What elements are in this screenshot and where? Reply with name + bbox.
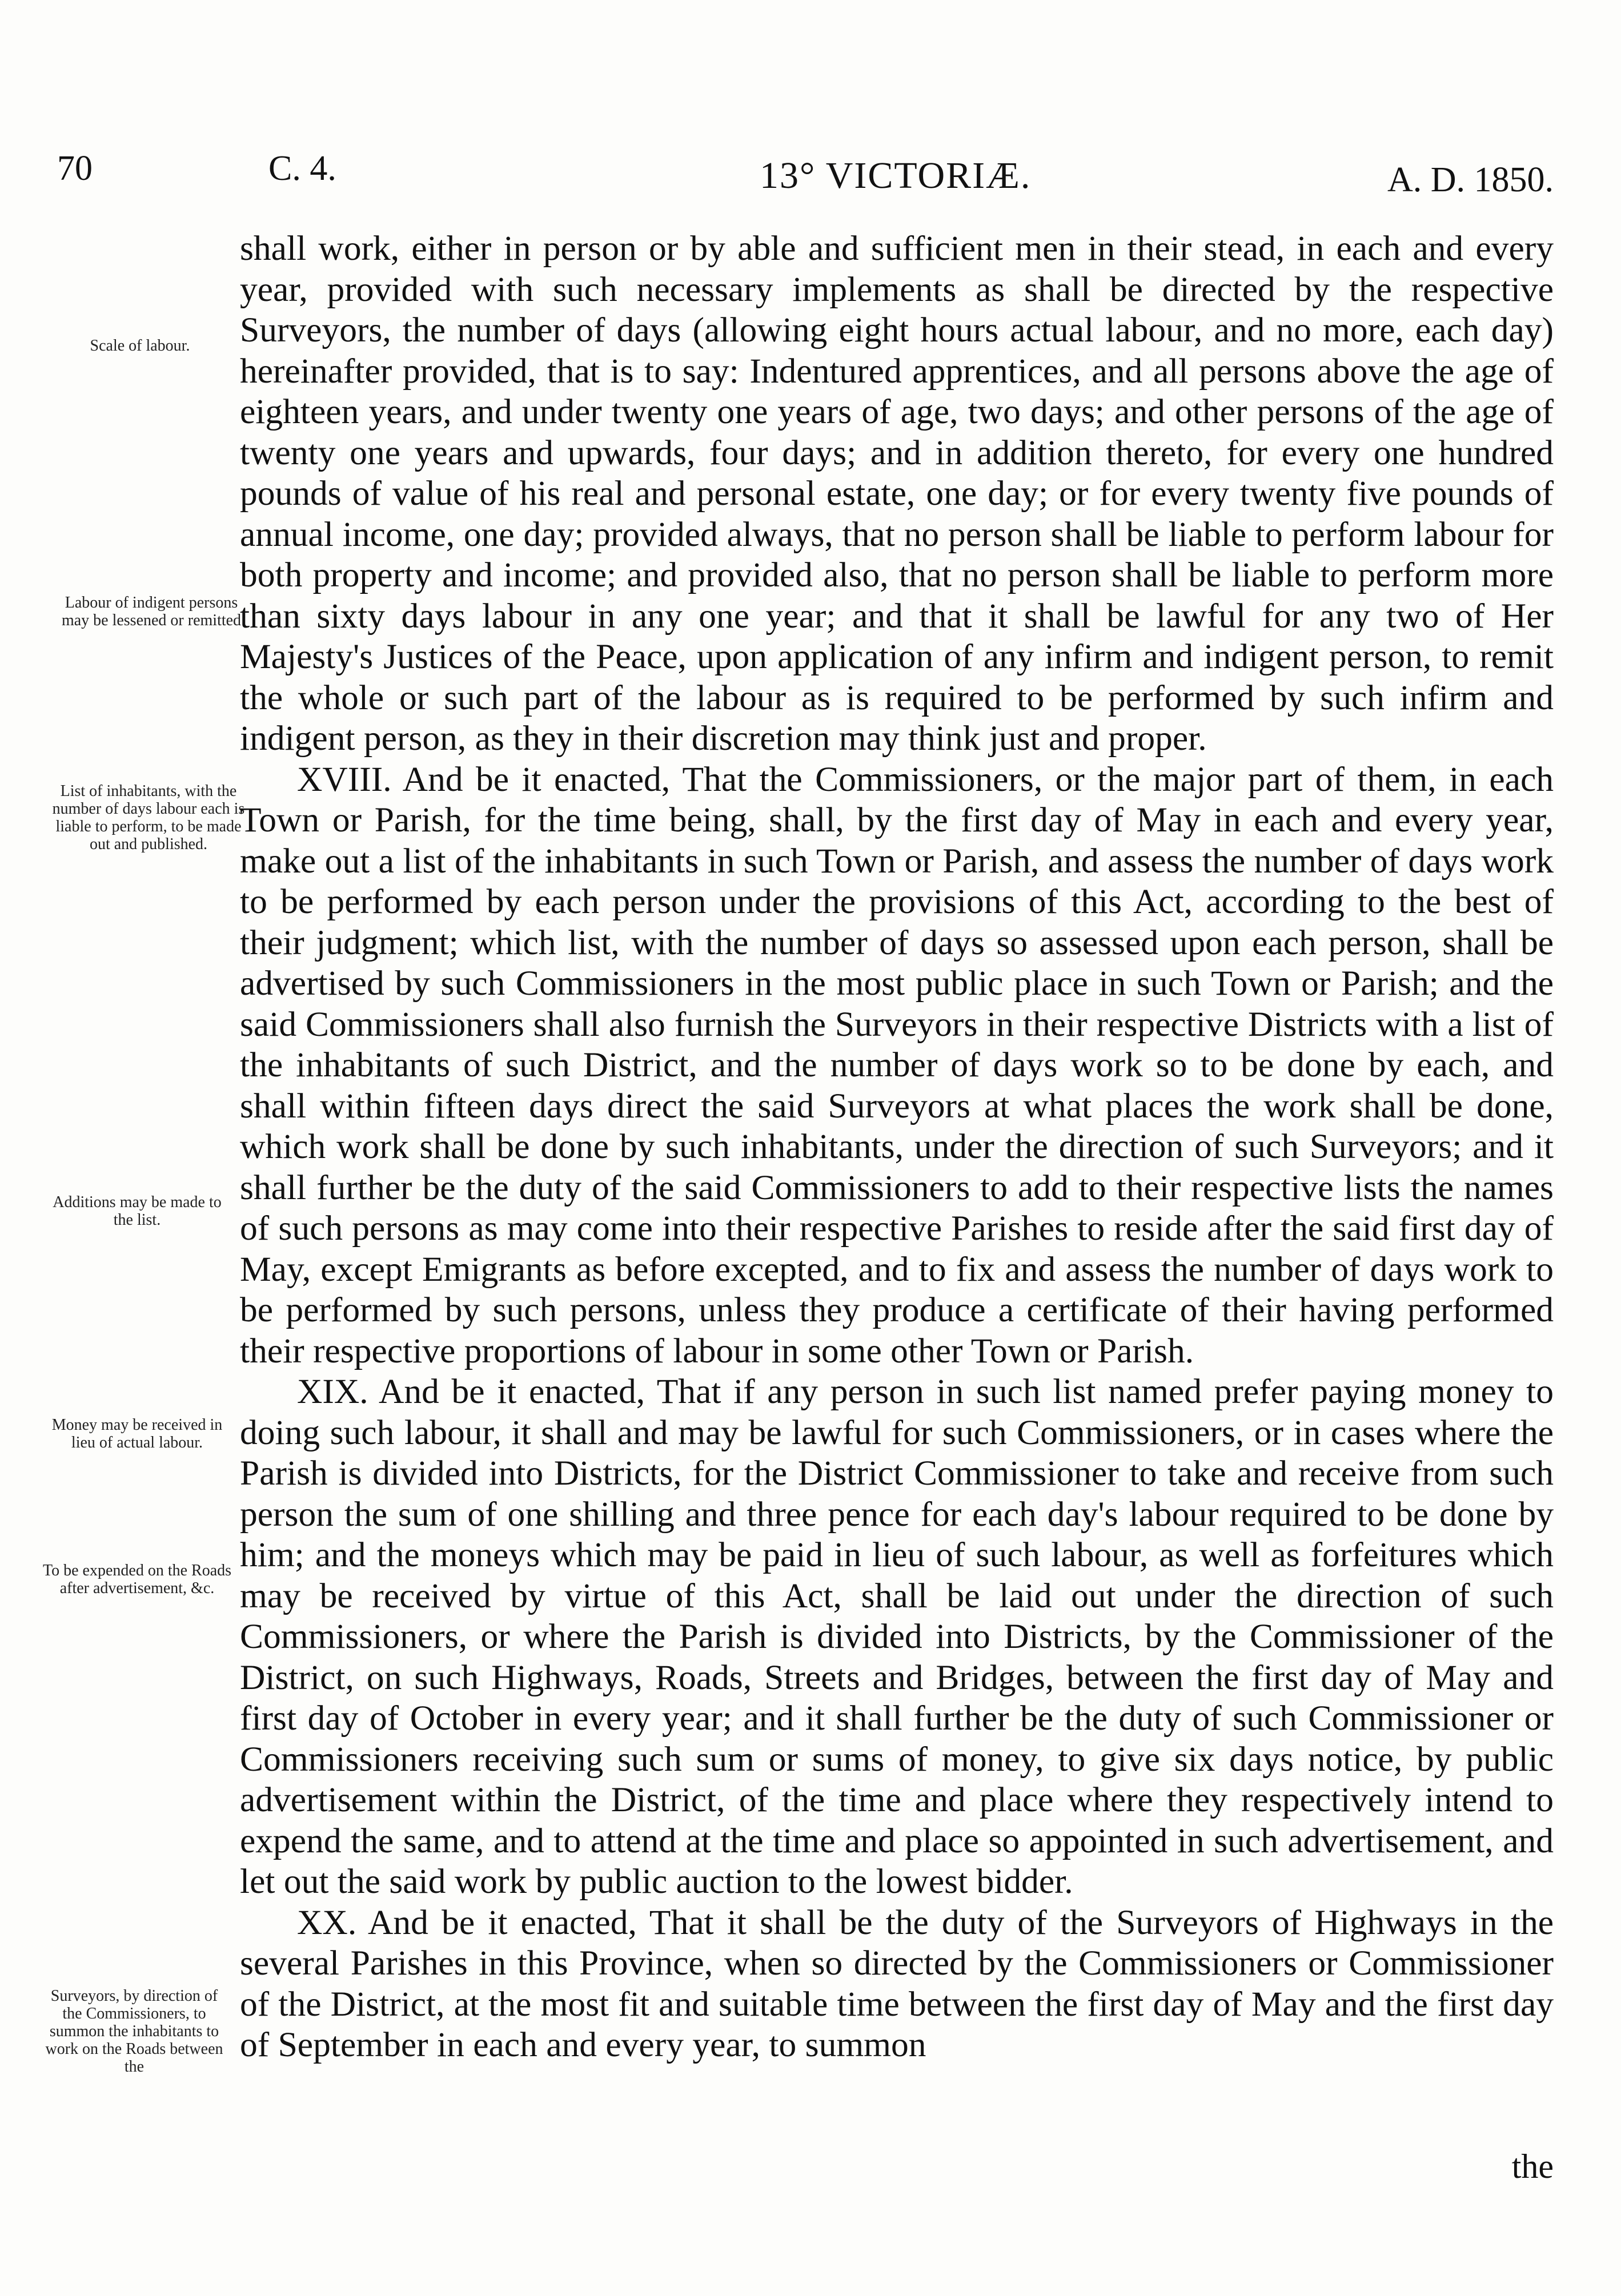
running-title: 13° VICTORIÆ. bbox=[760, 155, 1032, 196]
statute-body bbox=[240, 228, 1554, 2066]
margin-note-surveyors-summon: Surveyors, by direction of the Commissioners, to summon the inhabitants to work on the Roads between the bbox=[45, 1987, 223, 2076]
section-xviii: XVIII. And be it enacted, That the Commissioners, or the major part of them, in each Town or Parish, for the time being, shall, by the first day of May in each and every year, make out a list of the inhabitants in such Town or Parish, and assess the number of days work to be performed by each person under the provisions of this Act, according to the best of their judgment; which list, with the number of days so assessed upon each person, shall be advertised by such Commissioners in the most public place in such Town or Parish; and the said Commissioners shall also furnish the Surveyors in their respective Districts with a list of the inhabitants of such District, and the number of days work so to be done by each, and shall within fifteen days direct the said Surveyors at what places the work shall be done, which work shall be done by such inhabitants, under the direction of such Surveyors; and it shall further be the duty of the said Commissioners to add to their respective lists the names of such persons as may come into their respective Parishes to reside after the said first day of May, except Emigrants as before excepted, and to fix and assess the number of days work to be performed by such persons, unless they produce a certificate of their having performed their respective proportions of labour in some other Town or Parish. bbox=[240, 759, 1554, 1370]
section-xx: XX. And be it enacted, That it shall be the duty of the Surveyors of Highways in the several Parishes in this Province, when so directed by the Commissioners or Commissioner of the District, at the most fit and suitable time between the first day of May and the first day of September in each and every year, to summon bbox=[240, 1903, 1554, 2064]
margin-note-indigent-labour: Labour of indigent persons may be lessened or remitted bbox=[61, 594, 242, 629]
margin-note-expended-on-roads: To be expended on the Roads after advertisement, &c. bbox=[42, 1562, 232, 1597]
page-number: 70 bbox=[57, 149, 93, 188]
chapter-label: C. 4. bbox=[268, 149, 336, 188]
paragraph-scale-of-labour: shall work, either in person or by able and sufficient men in their stead, in each and every year, provided with such necessary implements as shall be directed by the respective Surveyors, the number of days (allowing eight hours actual labour, and no more, each day) hereinafter provided, that is to say: Indentured apprentices, and all persons above the age of eighteen years, and under twenty one years of age, two days; and other persons of the age of twenty one years and upwards, four days; and in addition thereto, for every one hundred pounds of value of his real and personal estate, one day; or for every twenty five pounds of annual income, one day; provided always, that no person shall be liable to perform labour for both property and income; and provided also, that no person shall be liable to perform more than sixty days labour in any one year; and that it shall be lawful for any two of Her Majesty's Justices of the Peace, upon application of any infirm and indigent person, to remit the whole or such part of the labour as is required to be performed by such infirm and indigent person, as they in their discretion may think just and proper. bbox=[240, 229, 1554, 758]
page-header bbox=[57, 148, 1554, 206]
catchword: the bbox=[1511, 2148, 1554, 2185]
year-label: A. D. 1850. bbox=[1387, 160, 1554, 199]
margin-note-list-of-inhabitants: List of inhabitants, with the number of days labour each is liable to perform, to be made out and published. bbox=[52, 782, 245, 853]
margin-note-scale-of-labour: Scale of labour. bbox=[90, 337, 190, 355]
section-xix: XIX. And be it enacted, That if any person in such list named prefer paying money to doing such labour, it shall and may be lawful for such Commissioners, or in cases where the Parish is divided into Districts, for the District Commissioner to take and receive from such person the sum of one shilling and three pence for each day's labour required to be done by him; and the moneys which may be paid in lieu of such labour, as well as forfeitures which may be received by virtue of this Act, shall be laid out under the direction of such Commissioners, or where the Parish is divided into Districts, by the Commissioner of the District, on such Highways, Roads, Streets and Bridges, between the first day of May and first day of October in every year; and it shall further be the duty of such Commissioner or Commissioners receiving such sum or sums of money, to give six days notice, by public advertisement within the District, of the time and place where they respectively intend to expend the same, and to attend at the time and place so appointed in such advertisement, and let out the said work by public auction to the lowest bidder. bbox=[240, 1372, 1554, 1901]
margin-note-money-in-lieu: Money may be received in lieu of actual labour. bbox=[51, 1416, 223, 1451]
margin-note-additions: Additions may be made to the list. bbox=[53, 1193, 222, 1229]
